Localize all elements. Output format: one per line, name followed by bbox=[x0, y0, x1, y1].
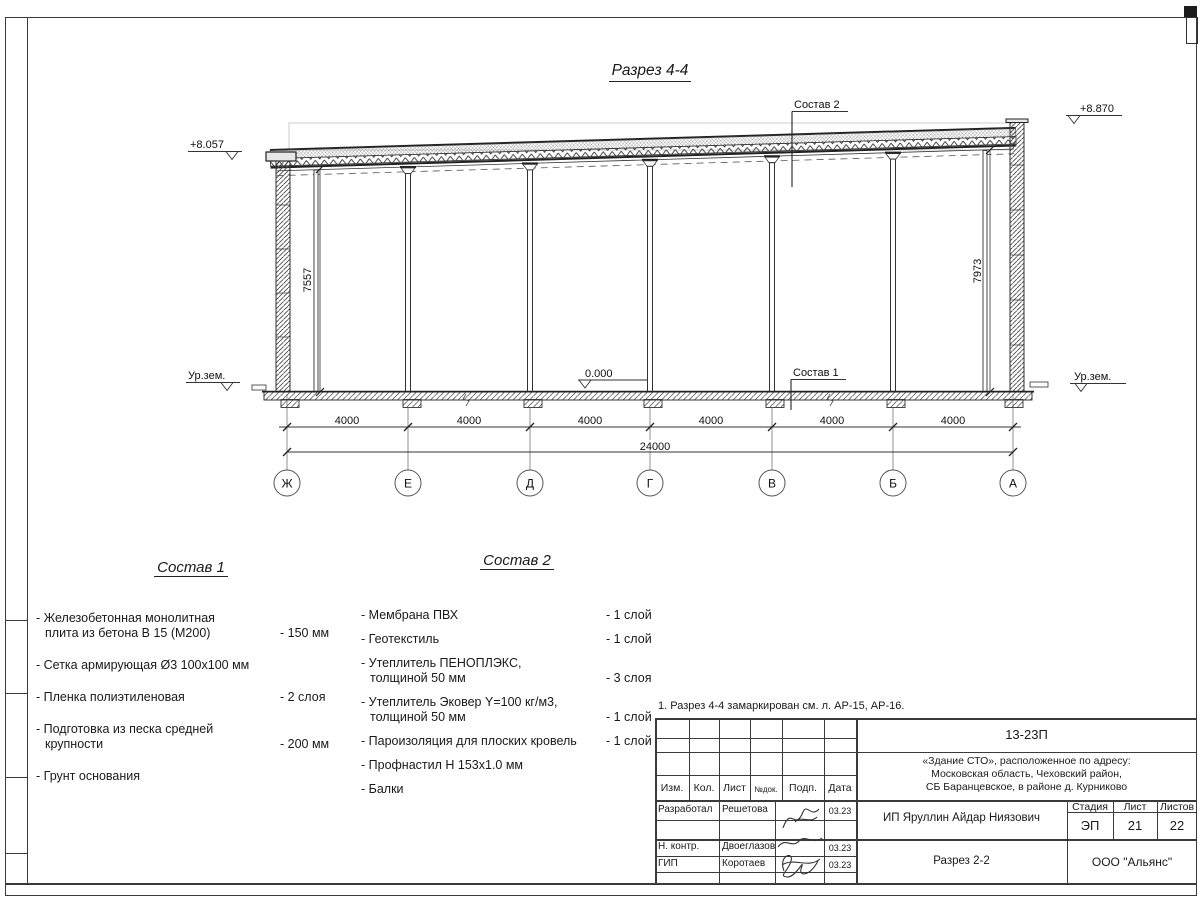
row-name: Коротаев bbox=[722, 858, 766, 869]
sheet-subtitle: Разрез 2-2 bbox=[933, 855, 990, 867]
layer-value: - 2 слоя bbox=[280, 690, 326, 704]
titleblock-line bbox=[655, 752, 1197, 753]
bay-dim-label: 4000 bbox=[819, 415, 845, 427]
layer-value: - 1 слой bbox=[606, 710, 652, 724]
titleblock-line bbox=[655, 820, 856, 821]
column-axis-D bbox=[522, 163, 538, 392]
list-item bbox=[36, 611, 346, 641]
layer-name: - Профнастил Н 153х1.0 мм bbox=[361, 758, 524, 772]
sheets-label: Листов bbox=[1159, 801, 1195, 813]
axis-bubbles bbox=[274, 470, 1026, 496]
layer-name: - Железобетонная монолитная плита из бетона В 15 (М200) bbox=[36, 611, 215, 640]
layer-name: - Пароизоляция для плоских кровель bbox=[361, 734, 577, 748]
titleblock-line bbox=[655, 718, 1197, 720]
sostav2-title: Состав 2 bbox=[361, 553, 673, 570]
organization-name: ООО "Альянс" bbox=[1091, 855, 1173, 869]
layer-name: - Утеплитель Эковер Y=100 кг/м3, толщиной 50 мм bbox=[361, 695, 558, 724]
row-date: 03.23 bbox=[828, 843, 852, 853]
row-role: ГИП bbox=[658, 858, 678, 869]
floor-ledge-right bbox=[1030, 382, 1048, 387]
elevation-mark-right bbox=[1066, 103, 1122, 124]
stage-label: Стадия bbox=[1072, 801, 1108, 813]
row-role: Н. контр. bbox=[658, 841, 700, 852]
leader-sostav1 bbox=[791, 367, 846, 410]
col-header-kol: Кол. bbox=[693, 782, 715, 794]
object-address-line2: Московская область, Чеховский район, bbox=[931, 768, 1122, 780]
sostav2-block bbox=[361, 553, 673, 806]
layer-name: - Подготовка из песка средней крупности bbox=[36, 722, 214, 751]
layer-name: - Геотекстиль bbox=[361, 632, 440, 646]
signature bbox=[777, 801, 823, 837]
elevation-mark-zero bbox=[578, 368, 648, 388]
height-left-label: 7557 bbox=[302, 267, 314, 293]
ground-level-mark-right bbox=[1070, 371, 1126, 392]
layer-value: - 1 слой bbox=[606, 632, 652, 646]
axis-label: Г bbox=[646, 476, 654, 491]
axis-label: Е bbox=[403, 476, 413, 491]
list-item bbox=[36, 722, 346, 752]
elevation-right-value: +8.870 bbox=[1080, 103, 1114, 115]
sheet-outer-bottom-line bbox=[5, 895, 1197, 896]
sheet-label: Лист bbox=[1123, 801, 1147, 813]
layer-name: - Утеплитель ПЕНОПЛЭКС, толщиной 50 мм bbox=[361, 656, 522, 685]
axis-label: А bbox=[1008, 476, 1018, 491]
doc-number: 13-23П bbox=[1005, 727, 1048, 742]
axis-label: Ж bbox=[281, 476, 293, 491]
column-endbay-left bbox=[314, 170, 318, 392]
list-item bbox=[361, 758, 673, 773]
wall-left bbox=[276, 161, 290, 392]
roof-assembly bbox=[270, 128, 1016, 176]
row-role: Разработал bbox=[658, 804, 713, 815]
leader-sostav1-label: Состав 1 bbox=[793, 367, 839, 379]
layer-name: - Мембрана ПВХ bbox=[361, 608, 459, 622]
bay-dim-label: 4000 bbox=[577, 415, 603, 427]
column-axis-B bbox=[885, 153, 901, 392]
list-item bbox=[361, 632, 673, 647]
stage-value: ЭП bbox=[1080, 818, 1100, 833]
margin-divider bbox=[5, 853, 27, 854]
ground-level-left-label: Ур.зем. bbox=[188, 370, 226, 382]
margin-divider bbox=[5, 620, 27, 621]
row-date: 03.23 bbox=[828, 806, 852, 816]
height-dimension-left bbox=[302, 165, 324, 396]
frame-bottom-line bbox=[5, 883, 1197, 885]
ground-level-mark-left bbox=[186, 370, 240, 391]
list-item bbox=[361, 656, 673, 686]
object-address-line3: СБ Баранцевское, в районе д. Курниково bbox=[925, 781, 1128, 793]
row-name: Решетова bbox=[722, 804, 768, 815]
total-dim-label: 24000 bbox=[639, 441, 671, 453]
col-header-data: Дата bbox=[828, 782, 852, 794]
bay-dim-label: 4000 bbox=[456, 415, 482, 427]
section-title-text: Разрез 4-4 bbox=[609, 62, 692, 82]
column-axis-G bbox=[642, 160, 658, 392]
col-header-ndok: №док. bbox=[754, 785, 778, 794]
list-item bbox=[361, 695, 673, 725]
layer-name: - Грунт основания bbox=[36, 769, 141, 783]
client-name: ИП Яруллин Айдар Ниязович bbox=[883, 812, 1040, 824]
drawing-note: 1. Разрез 4-4 замаркирован см. л. АР-15, АР-16. bbox=[658, 700, 905, 712]
leader-sostav2-label: Состав 2 bbox=[794, 99, 840, 111]
layer-value: - 150 мм bbox=[280, 626, 330, 640]
sheets-total: 22 bbox=[1169, 818, 1185, 833]
list-item bbox=[36, 769, 346, 784]
ground-level-right-label: Ур.зем. bbox=[1074, 371, 1112, 383]
bay-dim-label: 4000 bbox=[334, 415, 360, 427]
column-axis-E bbox=[400, 167, 416, 392]
signature bbox=[774, 849, 826, 879]
titleblock-line bbox=[719, 718, 720, 883]
height-right-label: 7973 bbox=[972, 258, 984, 284]
floor-ledge-left bbox=[252, 385, 266, 390]
layer-name: - Пленка полиэтиленовая bbox=[36, 690, 185, 704]
axis-label: Б bbox=[889, 476, 897, 491]
sostav1-title: Состав 1 bbox=[36, 560, 346, 577]
layer-name: - Сетка армирующая Ø3 100х100 мм bbox=[36, 658, 250, 672]
bay-dim-label: 4000 bbox=[698, 415, 724, 427]
elevation-left-value: +8.057 bbox=[190, 139, 224, 151]
layer-value: - 200 мм bbox=[280, 737, 330, 751]
list-item bbox=[361, 734, 673, 749]
elevation-zero-value: 0.000 bbox=[585, 368, 613, 380]
wall-right bbox=[1006, 119, 1028, 392]
list-item bbox=[36, 690, 346, 705]
sheet-number: 21 bbox=[1127, 818, 1143, 833]
col-header-list: Лист bbox=[723, 782, 746, 794]
object-address-line1: «Здание СТО», расположенное по адресу: bbox=[922, 755, 1131, 767]
roof-edge-cap-left bbox=[266, 152, 296, 161]
axis-label: Д bbox=[525, 476, 535, 491]
row-date: 03.23 bbox=[828, 860, 852, 870]
elevation-mark-left bbox=[188, 139, 242, 160]
row-name: Двоеглазов bbox=[722, 841, 776, 852]
margin-divider bbox=[5, 777, 27, 778]
titleblock-line bbox=[655, 718, 657, 883]
list-item bbox=[361, 608, 673, 623]
list-item bbox=[361, 782, 673, 797]
titleblock-line bbox=[655, 738, 856, 739]
axis-label: В bbox=[767, 476, 777, 491]
margin-divider bbox=[5, 693, 27, 694]
layer-value: - 1 слой bbox=[606, 734, 652, 748]
col-header-podp: Подп. bbox=[789, 782, 817, 794]
layer-value: - 3 слоя bbox=[606, 671, 652, 685]
bay-dim-label: 4000 bbox=[940, 415, 966, 427]
sostav1-block bbox=[36, 560, 346, 801]
titleblock-line bbox=[655, 775, 856, 776]
column-axis-V bbox=[764, 156, 780, 392]
col-header-izm: Изм. bbox=[660, 782, 684, 794]
list-item bbox=[36, 658, 346, 673]
layer-name: - Балки bbox=[361, 782, 404, 796]
layer-value: - 1 слой bbox=[606, 608, 652, 622]
